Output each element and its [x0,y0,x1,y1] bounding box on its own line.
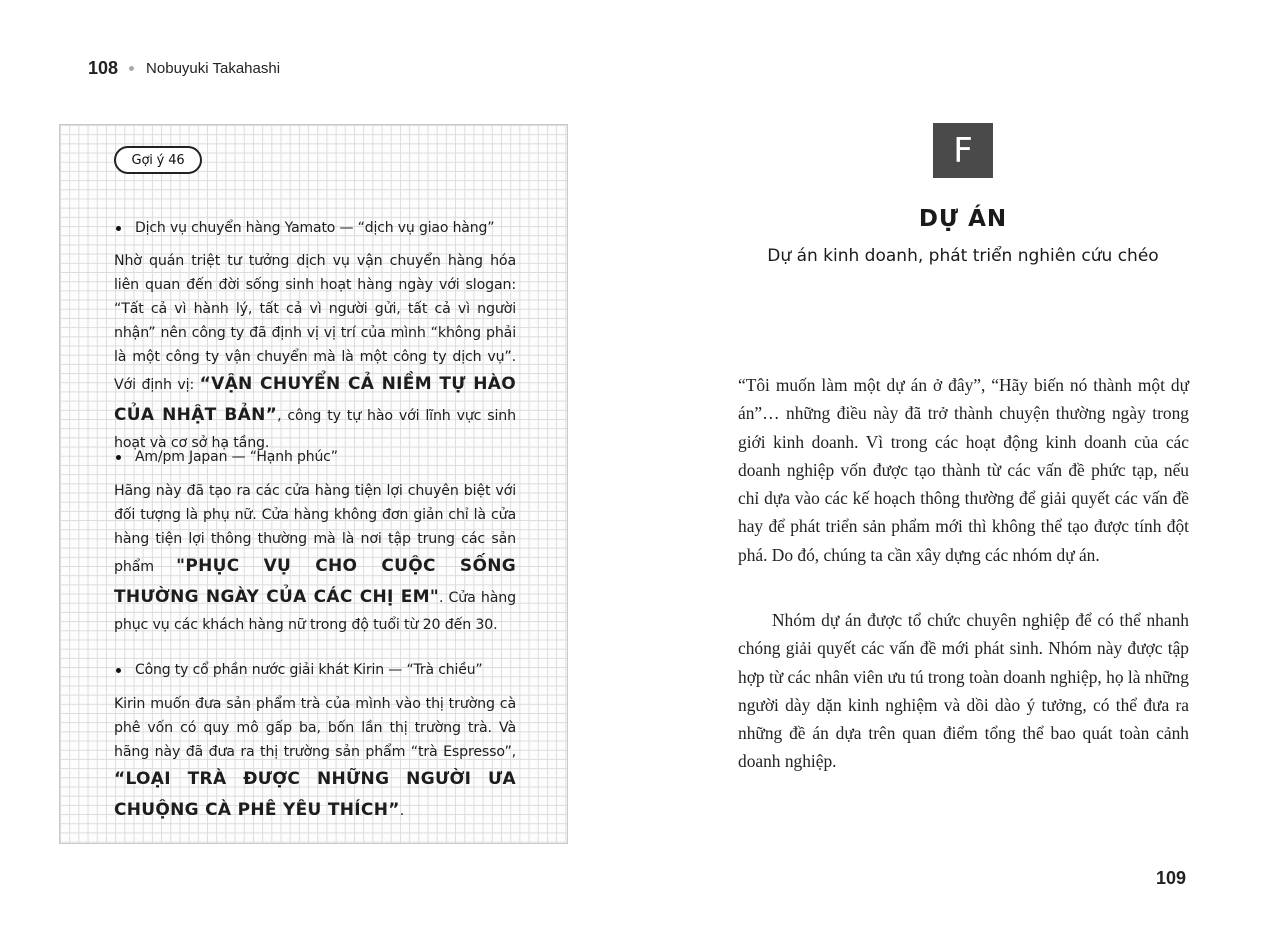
paragraph-text: Hãng này đã tạo ra các cửa hàng tiện lợi chuyên biệt với đối tượng là phụ nữ. Cửa hàng không đơn giản chỉ là cửa hàng tiện lợi thông thường mà là nơi tập trung các sản phẩm [114,483,516,575]
list-item-paragraph [114,479,516,637]
bullet-heading-text: Dịch vụ chuyển hàng Yamato — “dịch vụ giao hàng” [135,220,495,236]
body-paragraph: “Tôi muốn làm một dự án ở đây”, “Hãy biến nó thành một dự án”… những điều này đã trở thành chuyện thường ngày trong giới kinh doanh. Vì trong các hoạt động kinh doanh của các doanh nghiệp vốn được tạo thành từ các vấn đề phức tạp, nếu chỉ dựa vào các kế hoạch thông thường để giải quyết các vấn đề hay để phát triển sản phẩm mới thì không thể tạo được tính đột phá. Do đó, chúng ta cần xây dựng các nhóm dự án. [738,375,1189,565]
hint-label: Gợi ý 46 [114,146,202,174]
list-item-heading [116,449,338,465]
bullet-icon [116,226,121,231]
section-title: DỰ ÁN [918,206,1008,232]
page-number-left: 108 [88,58,119,78]
paragraph-text-after: . [399,803,405,819]
list-item-heading [116,220,494,236]
paragraph-text-after: , công ty tự hào với lĩnh vực sinh hoạt và cơ sở hạ tầng. [114,408,516,451]
hint-panel [59,124,568,844]
list-item-heading [116,662,483,678]
section-letter-badge: F [933,123,993,178]
list-item-paragraph [114,249,516,455]
author-name: Nobuyuki Takahashi [146,60,281,77]
bullet-heading-text: Am/pm Japan — “Hạnh phúc” [135,449,338,465]
running-header [88,58,280,79]
emphasis-text: "PHỤC VỤ CHO CUỘC SỐNG THƯỜNG NGÀY CỦA CÁC CHỊ EM" [114,556,516,607]
bullet-heading-text: Công ty cổ phần nước giải khát Kirin — “Trà chiều” [135,662,483,678]
paragraph-text: Kirin muốn đưa sản phẩm trà của mình vào thị trường cà phê vốn có quy mô gấp ba, bốn lần thị trường trà. Và hãng này đã đưa ra thị trường sản phẩm “trà Espresso”, [114,696,516,760]
emphasis-text: “VẬN CHUYỂN CẢ NIỀM TỰ HÀO CỦA NHẬT BẢN” [114,374,516,425]
bullet-icon [116,668,121,673]
emphasis-text: “LOẠI TRÀ ĐƯỢC NHỮNG NGƯỜI ƯA CHUỘNG CÀ PHÊ YÊU THÍCH” [114,769,516,820]
page-number-right: 109 [1156,868,1187,888]
paragraph-text-after: . Cửa hàng phục vụ các khách hàng nữ trong độ tuổi từ 20 đến 30. [114,590,516,633]
separator-dot-icon [129,66,134,71]
section-subtitle: Dự án kinh doanh, phát triển nghiên cứu chéo [767,246,1159,266]
bullet-icon [116,455,121,460]
list-item-paragraph [114,692,516,826]
paragraph-text: Nhờ quán triệt tư tưởng dịch vụ vận chuyển hàng hóa liên quan đến đời sống sinh hoạt hàng ngày với slogan: “Tất cả vì hành lý, tất cả vì người gửi, tất cả vì người nhận” nên công ty đã định vị vị trí của mình “không phải là một công ty vận chuyển mà là một công ty dịch vụ”. Với định vị: [114,253,516,393]
body-paragraph: Nhóm dự án được tổ chức chuyên nghiệp để có thể nhanh chóng giải quyết các vấn đề mới phát sinh. Nhóm này được tập hợp từ các nhân viên ưu tú trong toàn doanh nghiệp, họ là những người dày dặn kinh nghiệm và dồi dào ý tưởng, có thể đưa ra những đề án dựa trên quan điểm tổng thể bao quát toàn cảnh doanh nghiệp. [738,610,1189,772]
